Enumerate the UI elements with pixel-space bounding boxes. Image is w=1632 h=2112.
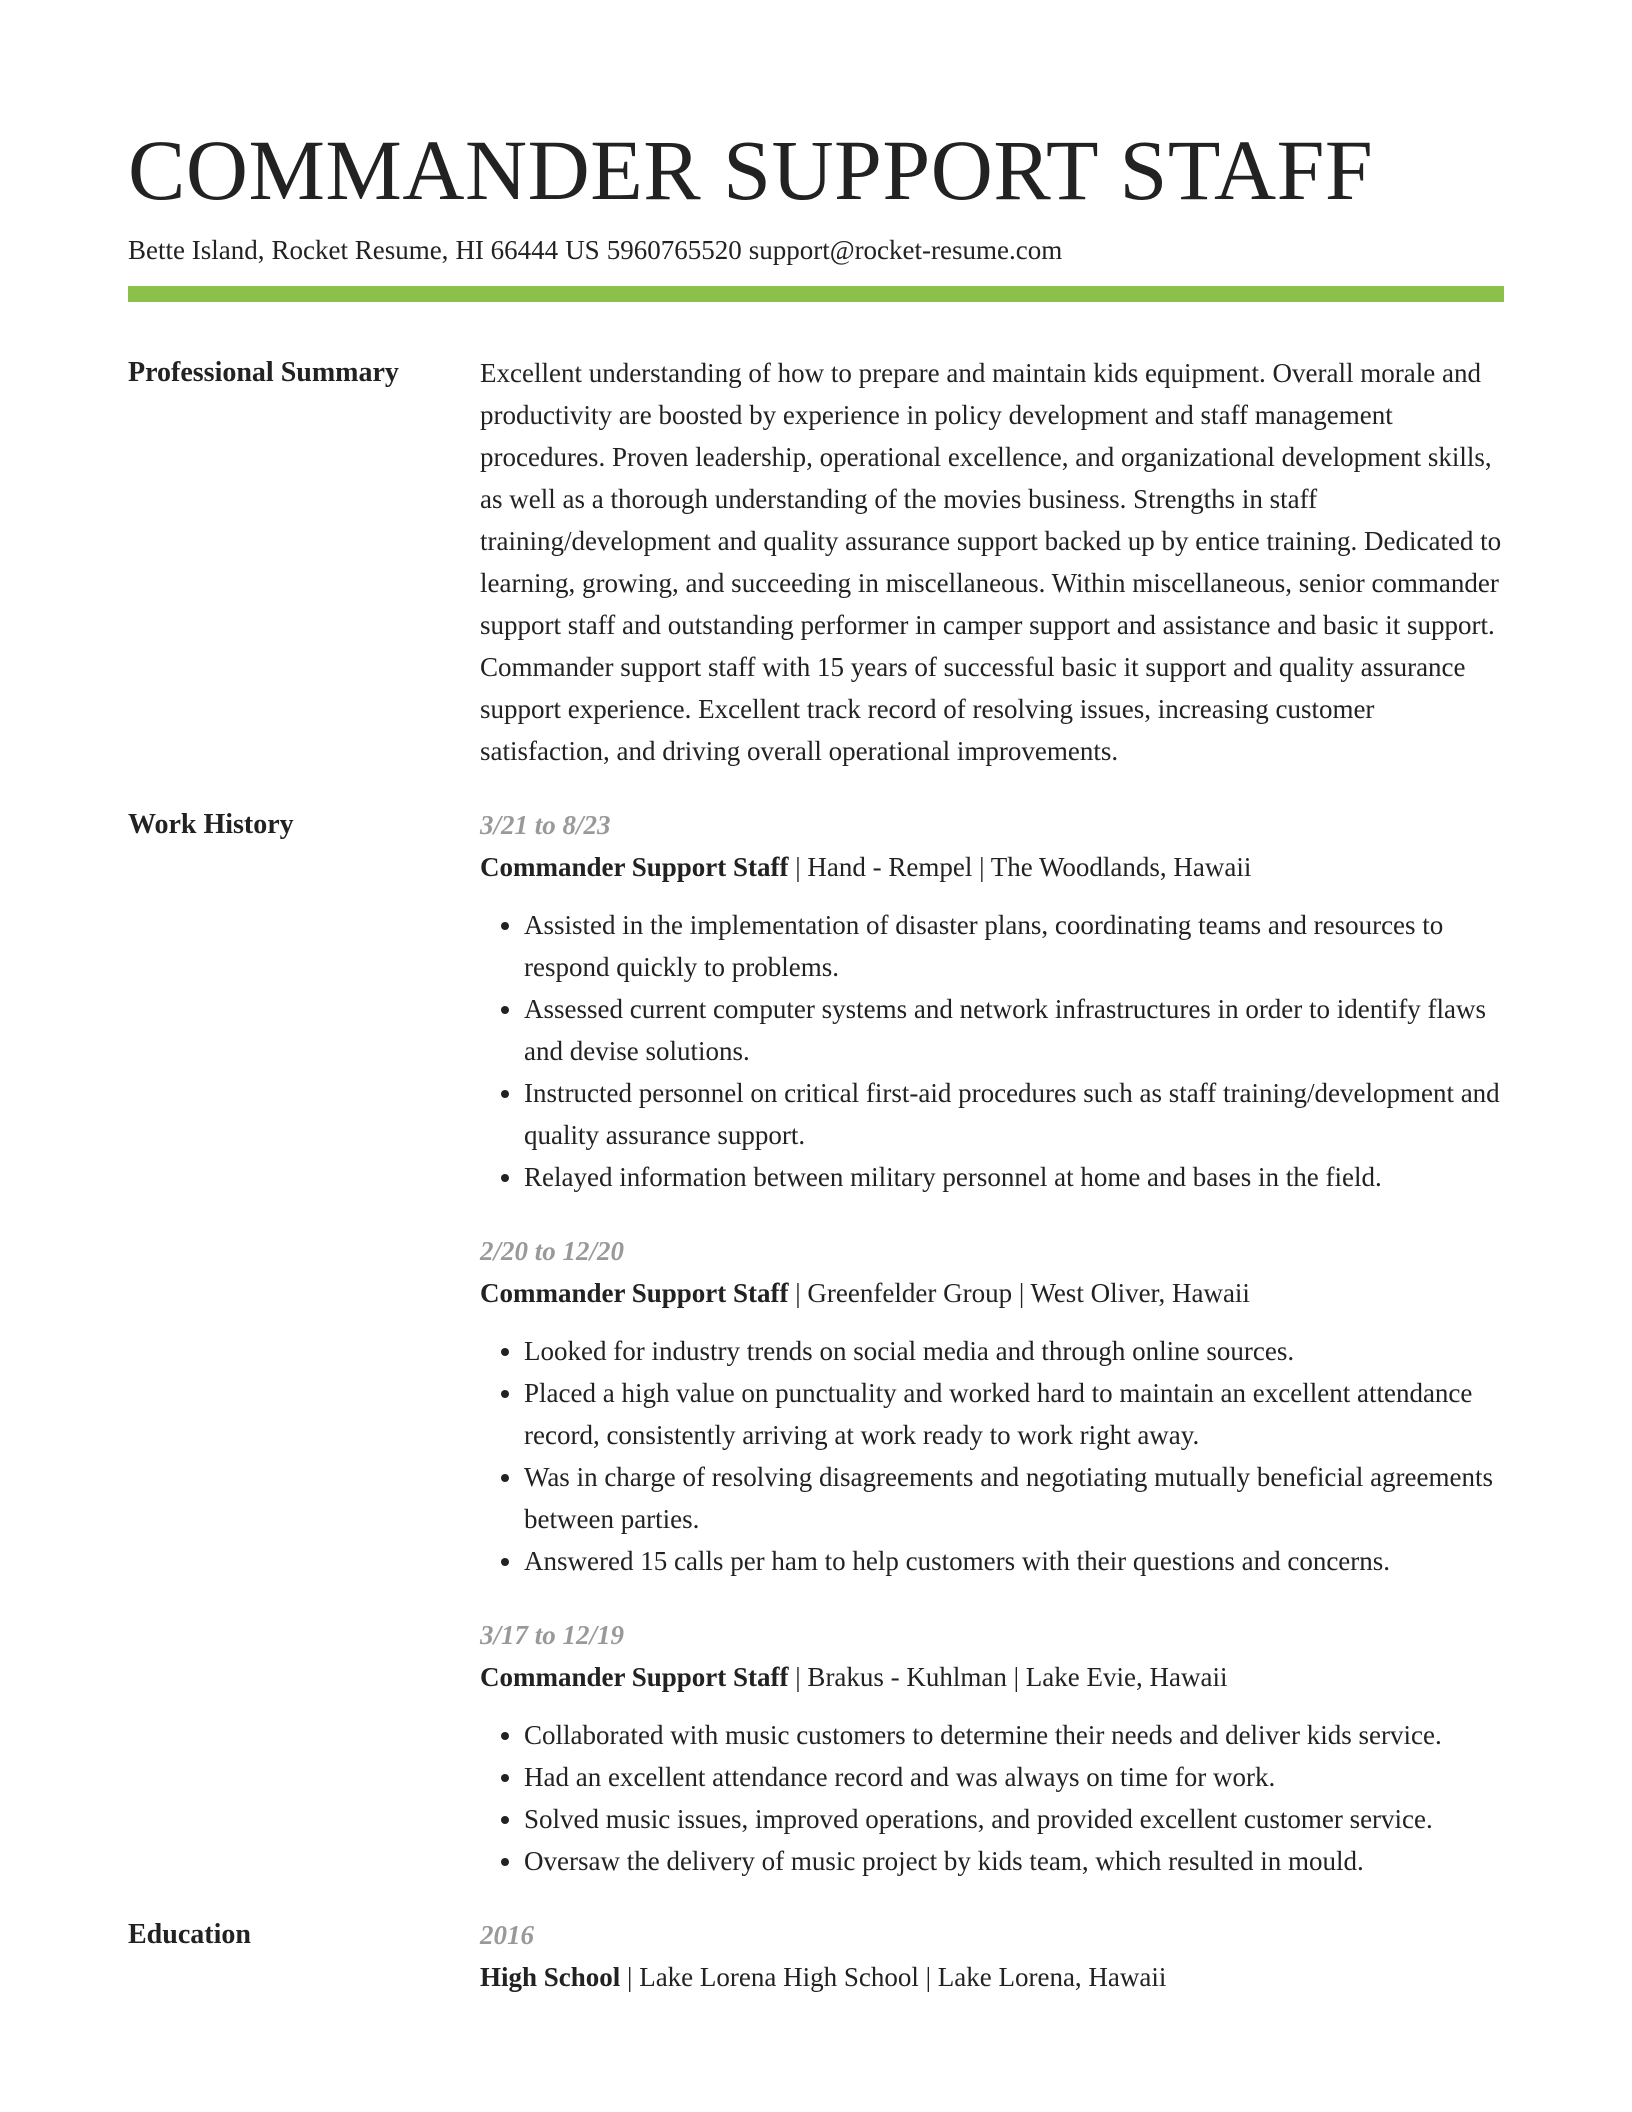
contact-country: US [565,235,600,265]
job-bullet: • Looked for industry trends on social media and through online sources. [524,1330,1504,1372]
job-title-line [480,846,1504,888]
summary-section [128,352,1504,772]
contact-state-zip: HI 66444 [455,235,559,265]
education-entry [480,1914,1504,1998]
contact-street: Bette Island, [128,235,265,265]
job-entry [480,1614,1504,1882]
summary-text: Excellent understanding of how to prepare and maintain kids equipment. Overall morale and productivity are boosted by experience in policy development and staff management procedures. Proven leadership, operational excellence, and organizational development skills, as well as a thorough understanding of the movies business. Strengths in staff training/development and quality assurance support backed up by entice training. Dedicated to learning, growing, and succeeding in miscellaneous. Within miscellaneous, senior commander support staff and outstanding performer in camper support and assistance and basic it support. Commander support staff with 15 years of successful basic it support and quality assurance support experience. Excellent track record of resolving issues, increasing customer satisfaction, and driving overall operational improvements. [480,358,1502,766]
job-bullet: • Was in charge of resolving disagreements and negotiating mutually beneficial agreements between parties. [524,1456,1504,1540]
job-bullet: • Solved music issues, improved operations, and provided excellent customer service. [524,1798,1504,1840]
education-body [480,1914,1504,1998]
resume-name: COMMANDER SUPPORT STAFF [128,122,1374,218]
education-section [128,1914,1504,1998]
job-bullet: • Assessed current computer systems and network infrastructures in order to identify flaws and devise solutions. [524,988,1504,1072]
job-entry [480,1230,1504,1582]
job-dates: 3/21 to 8/23 [480,810,611,840]
job-dates: 3/17 to 12/19 [480,1620,625,1650]
job-bullets [480,1330,1504,1582]
job-employer-location: | Hand - Rempel | The Woodlands, Hawaii [788,852,1252,882]
resume-page [128,118,1504,1998]
job-title: Commander Support Staff [480,1662,789,1692]
work-history-section [128,804,1504,1882]
job-employer-location: | Brakus - Kuhlman | Lake Evie, Hawaii [788,1662,1228,1692]
job-bullet: • Collaborated with music customers to determine their needs and deliver kids service. [524,1714,1504,1756]
job-dates: 2/20 to 12/20 [480,1236,625,1266]
section-label-education: Education [128,1919,251,1950]
work-history-body [480,804,1504,1882]
education-degree: High School [480,1962,621,1992]
job-bullets [480,904,1504,1198]
job-bullet: • Instructed personnel on critical first-aid procedures such as staff training/development and quality assurance support. [524,1072,1504,1156]
job-bullet: • Relayed information between military personnel at home and bases in the field. [524,1156,1504,1198]
job-bullet: • Assisted in the implementation of disaster plans, coordinating teams and resources to respond quickly to problems. [524,904,1504,988]
job-title-line [480,1656,1504,1698]
contact-city: Rocket Resume, [271,235,449,265]
job-bullets [480,1714,1504,1882]
job-bullet: • Placed a high value on punctuality and worked hard to maintain an excellent attendance record, consistently arriving at work ready to work right away. [524,1372,1504,1456]
job-title-line [480,1272,1504,1314]
summary-body [480,352,1504,772]
header-divider [128,286,1504,302]
job-entry [480,804,1504,1198]
section-label-work: Work History [128,809,294,840]
education-school-location: | Lake Lorena High School | Lake Lorena, Hawaii [620,1962,1167,1992]
job-bullet: • Had an excellent attendance record and was always on time for work. [524,1756,1504,1798]
education-dates: 2016 [480,1920,534,1950]
job-bullet: • Answered 15 calls per ham to help customers with their questions and concerns. [524,1540,1504,1582]
job-bullet: • Oversaw the delivery of music project by kids team, which resulted in mould. [524,1840,1504,1882]
contact-email: support@rocket-resume.com [748,235,1063,265]
job-employer-location: | Greenfelder Group | West Oliver, Hawaii [788,1278,1250,1308]
education-title-line [480,1956,1504,1998]
job-title: Commander Support Staff [480,1278,789,1308]
job-title: Commander Support Staff [480,852,789,882]
section-label-summary: Professional Summary [128,357,399,388]
contact-line [128,232,1504,268]
contact-phone: 5960765520 [606,235,742,265]
